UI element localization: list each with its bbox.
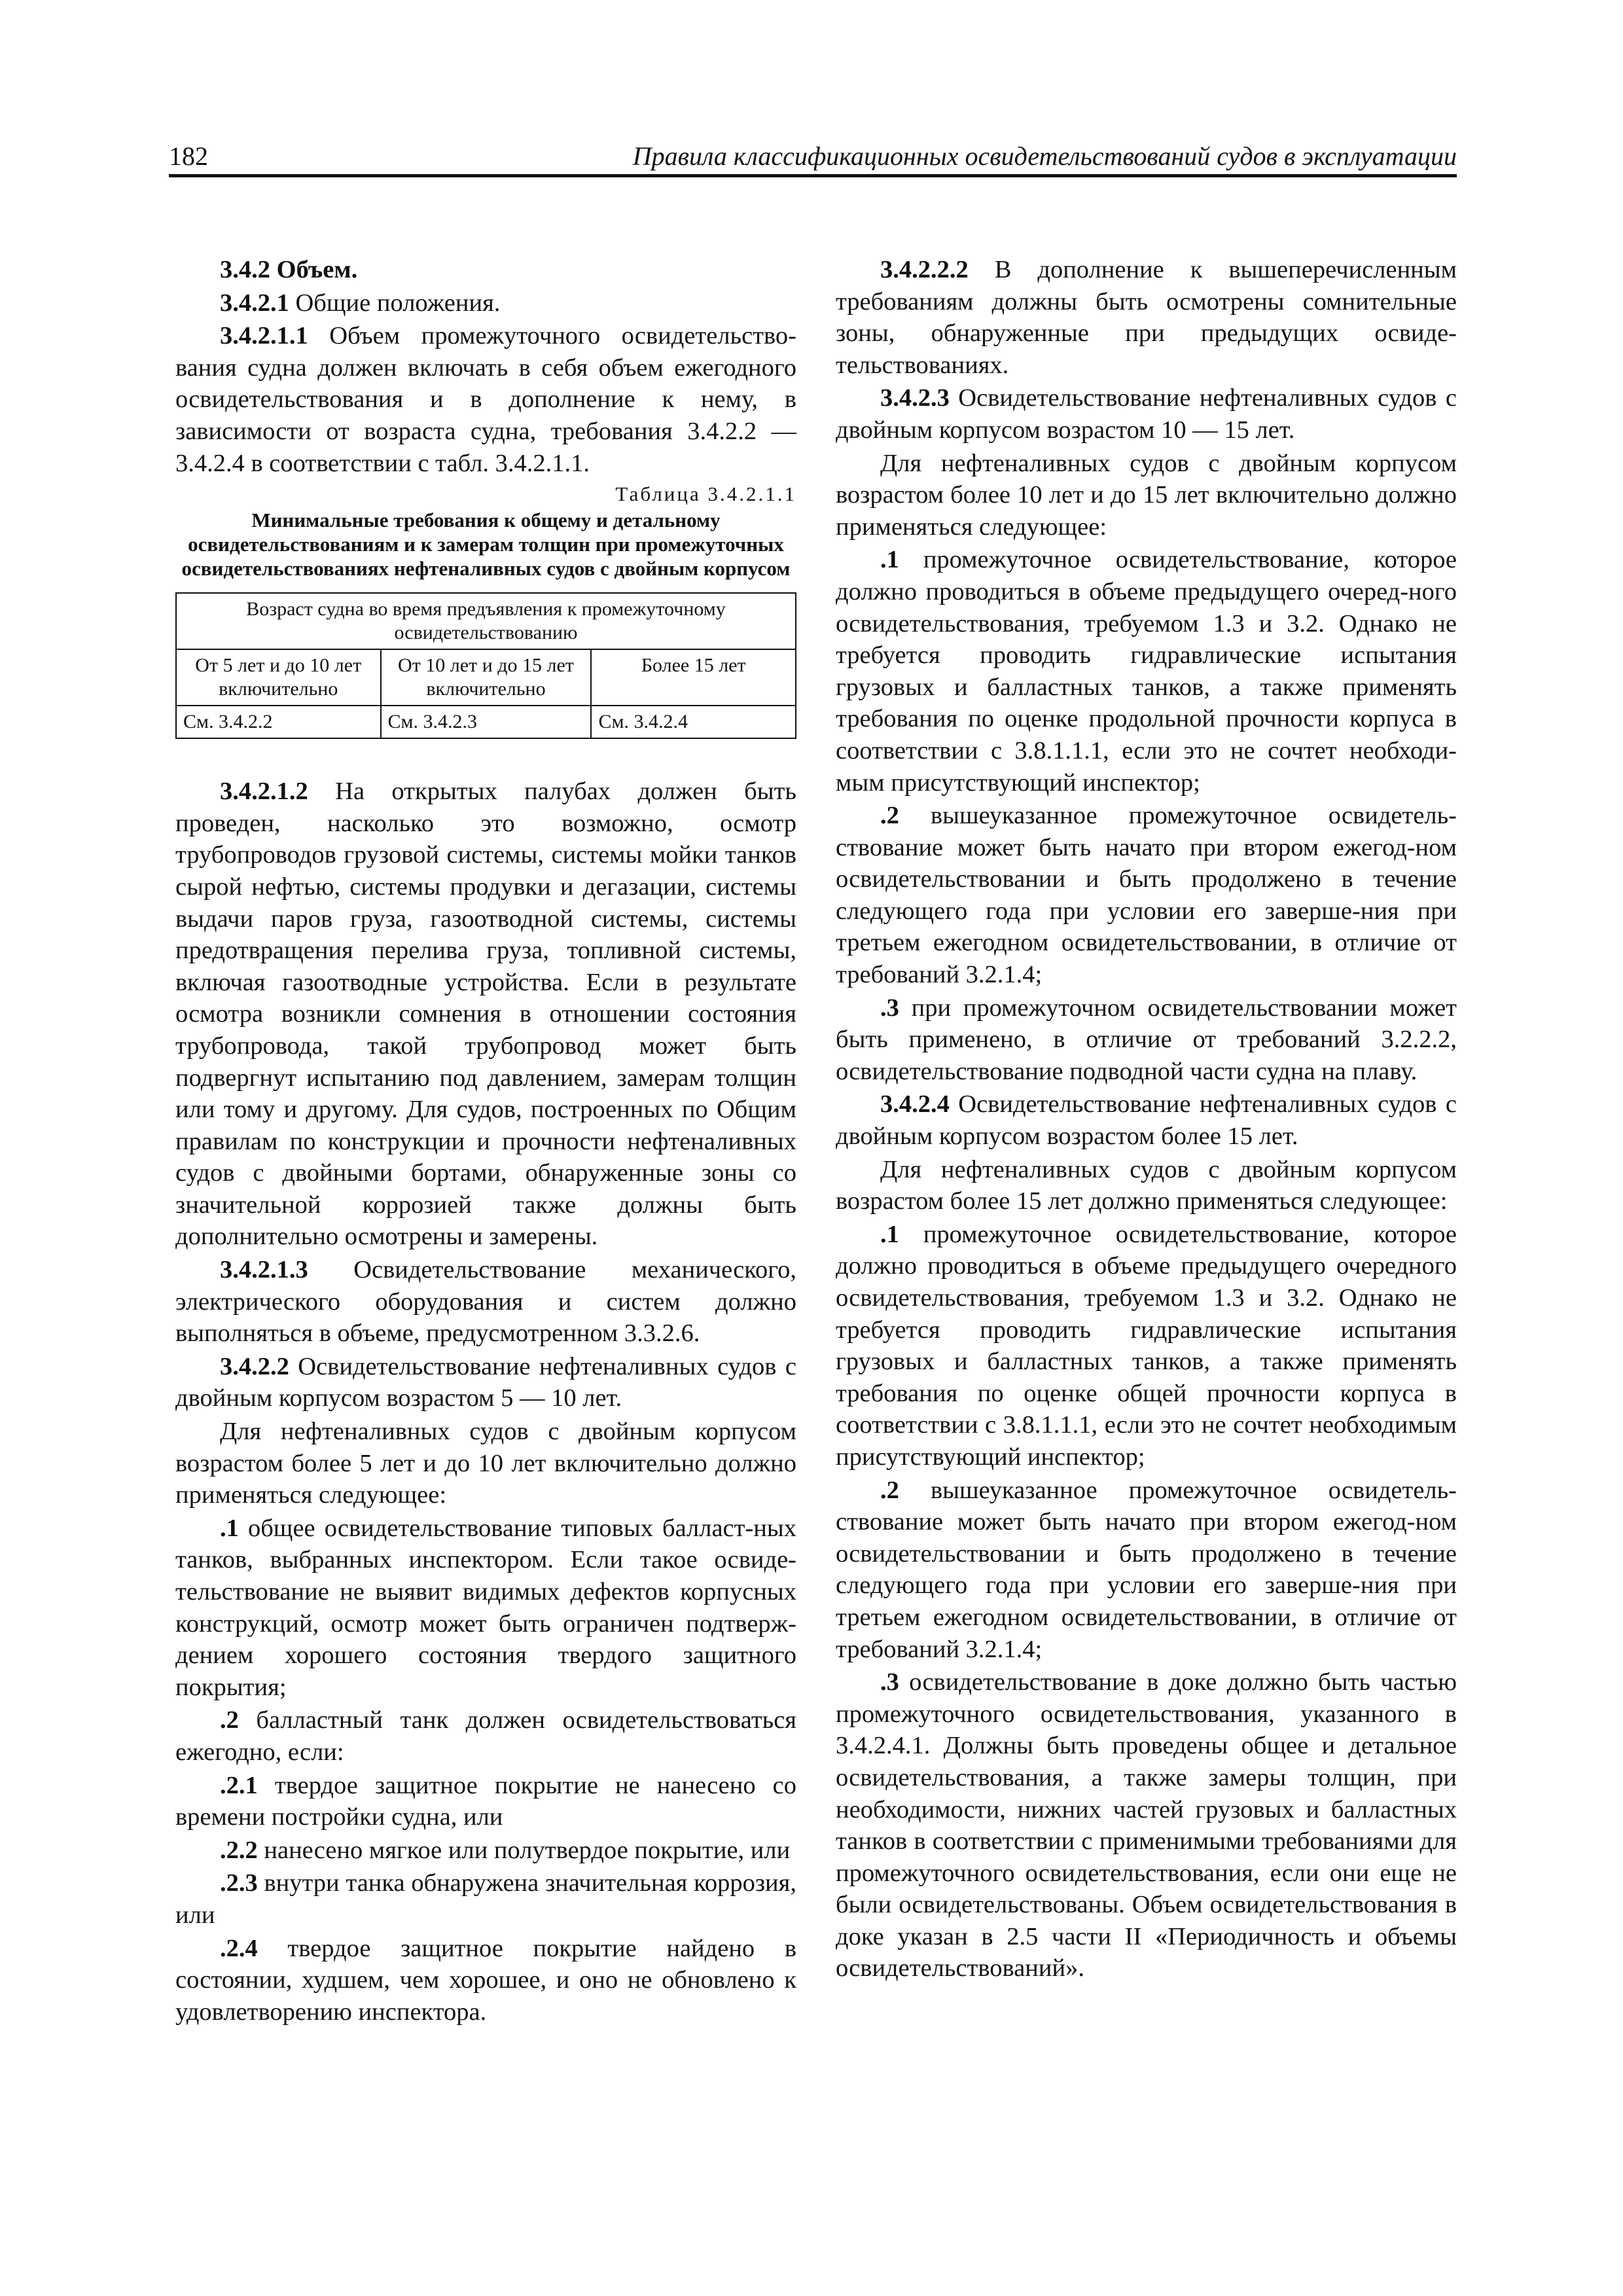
table-row (176, 649, 796, 706)
item-number: .2.4 (220, 1934, 258, 1962)
item-number: .3 (880, 994, 899, 1022)
running-title: Правила классификационных освидетельствований судов в эксплуатации (632, 141, 1457, 171)
page-number: 182 (169, 141, 208, 171)
item-number: .1 (880, 546, 899, 574)
section-number: 3.4.2.1.3 (220, 1256, 308, 1284)
item-number: .2.3 (220, 1869, 258, 1897)
paragraph-text: Освидетельствование механического, электрического оборудования и систем должно выполняться в объеме, предусмотренном 3.3.2.6. (175, 1256, 797, 1348)
list-item (836, 1666, 1457, 1984)
paragraph-text: Освидетельствование нефтеналивных судов с двойным корпусом возрастом 5 — 10 лет. (175, 1352, 796, 1412)
list-item (836, 800, 1457, 991)
table-cell: См. 3.4.2.4 (591, 706, 796, 738)
item-number: .2 (220, 1706, 239, 1734)
section-number: 3.4.2 (220, 256, 270, 283)
paragraph-text: Общие положения. (295, 289, 501, 317)
item-text: внутри танка обнаружена значительная коррозия, или (175, 1869, 796, 1929)
table-cell: См. 3.4.2.2 (176, 706, 381, 738)
section-3-4-2-1 (175, 287, 796, 319)
section-3-4-2-2 (175, 1351, 796, 1414)
item-number: .2.2 (220, 1836, 258, 1864)
item-text: освидетельствование в доке должно быть частью промежуточного освидетельствования, указанного в 3.4.2.4.1. Должны быть проведены общее и детальное освидетельствования, а также замеры толщин, при необходимости, нижних частей грузовых и балластных танков в соответствии с применимыми требованиями для промежуточного освидетельствования, если они еще не были освидетельствованы. Объем освидетельствования в доке указан в 2.5 части II «Периодичность и объемы освидетельствований». (836, 1668, 1457, 1982)
section-number: 3.4.2.2 (220, 1352, 289, 1380)
table-cell: См. 3.4.2.3 (381, 706, 592, 738)
paragraph-text: В дополнение к вышеперечисленным требованиям должны быть осмотрены сомнительные зоны, обнаруженные при предыдущих освиде-тельствованиях. (836, 256, 1457, 379)
section-title: Объем. (276, 256, 358, 283)
list-item (836, 1475, 1457, 1666)
paragraph-text: Объем промежуточного освидетельство-вания судна должен включать в себя объем ежегодного освидетельствования и в дополнение к нему, в зависимости от возраста судна, требования 3.4.2.2 — 3.4.2.4 в соответствии с табл. 3.4.2.1.1. (175, 322, 796, 477)
item-number: .1 (220, 1514, 239, 1542)
item-text: при промежуточном освидетельствовании может быть применено, в отличие от требований 3.2.2.2, освидетельствование подводной части судна на плаву. (836, 994, 1457, 1085)
paragraph: Для нефтеналивных судов с двойным корпусом возрастом более 15 лет должно применяться следующее: (836, 1155, 1457, 1215)
section-number: 3.4.2.1 (220, 289, 289, 317)
item-number: .2 (880, 802, 899, 830)
list-item (175, 1513, 796, 1704)
item-text: твердое защитное покрытие не нанесено со времени постройки судна, или (175, 1771, 797, 1831)
list-item (175, 1835, 796, 1867)
table-title: Минимальные требования к общему и детальному освидетельствованиям и к замерам толщин при промежуточных освидетельствованиях нефтеналивных судов с двойным корпусом (181, 509, 791, 581)
section-3-4-2-1-2 (175, 776, 796, 1253)
list-item (836, 992, 1457, 1088)
header-rule (169, 174, 1457, 177)
list-item (175, 1770, 796, 1833)
table-header-row (176, 593, 796, 649)
section-number: 3.4.2.4 (880, 1090, 950, 1119)
paragraph-text: На открытых палубах должен быть проведен, насколько это возможно, осмотр трубопроводов грузовой системы, системы мойки танков сырой нефтью, системы продувки и дегазации, системы выдачи паров груза, газоотводной системы, системы предотвращения перелива груза, топливной системы, включая газоотводные устройства. Если в результате осмотра возникли сомнения в отношении состояния трубопровода, такой трубопровод может быть подвергнут испытанию под давлением, замерам толщин или тому и другому. Для судов, построенных по Общим правилам по конструкции и прочности нефтеналивных судов с двойными бортами, обнаруженные зоны со значительной коррозией также должны быть дополнительно осмотрены и замерены. (175, 778, 796, 1251)
section-3-4-2-3 (836, 382, 1457, 446)
list-item (175, 1704, 796, 1768)
section-number: 3.4.2.2.2 (880, 256, 969, 283)
paragraph-text: Освидетельствование нефтеналивных судов с двойным корпусом возрастом более 15 лет. (836, 1090, 1457, 1151)
table-header-cell: Возраст судна во время предъявления к промежуточному освидетельствованию (176, 593, 796, 649)
table-number: Таблица 3.4.2.1.1 (615, 482, 796, 506)
item-text: твердое защитное покрытие найдено в состоянии, худшем, чем хорошее, и оно не обновлено к удовлетворению инспектора. (175, 1934, 797, 2026)
section-3-4-2 (175, 254, 796, 286)
section-3-4-2-1-1 (175, 320, 796, 479)
item-number: .3 (880, 1668, 899, 1696)
right-column (836, 254, 1457, 1986)
item-text: вышеуказанное промежуточное освидетель-ствование может быть начато при втором ежегод-ном освидетельствовании и быть продолжено в течение следующего года при условии его заверше-ния при третьем ежегодном освидетельствовании, в отличие от требований 3.2.1.4; (836, 802, 1457, 989)
table-row (176, 706, 796, 738)
section-number: 3.4.2.1.1 (220, 322, 308, 350)
table-cell: Более 15 лет (591, 649, 796, 706)
section-3-4-2-4 (836, 1088, 1457, 1152)
section-3-4-2-2-2 (836, 254, 1457, 381)
paragraph: Для нефтеналивных судов с двойным корпусом возрастом более 5 лет и до 10 лет включительно должно применяться следующее: (175, 1418, 796, 1509)
paragraph: Для нефтеналивных судов с двойным корпусом возрастом более 10 лет и до 15 лет включительно должно применяться следующее: (836, 449, 1457, 541)
item-text: промежуточное освидетельствование, которое должно проводиться в объеме предыдущего очередного освидетельствования, требуемом 1.3 и 3.2. Однако не требуется проводить гидравлические испытания грузовых и балластных танков, а также применять требования по оценке общей прочности корпуса в соответствии с 3.8.1.1.1, если это не сочтет необходимым присутствующий инспектор; (836, 1220, 1457, 1471)
list-item (836, 544, 1457, 798)
item-text: промежуточное освидетельствование, которое должно проводиться в объеме предыдущего очеред-ного освидетельствования, требуемом 1.3 и 3.2. Однако не требуется проводить гидравлические испытания грузовых и балластных танков, а также применять требования по оценке продольной прочности корпуса в соответствии с 3.8.1.1.1, если это не сочтет необходи-мым присутствующий инспектор; (836, 546, 1457, 797)
item-number: .2 (880, 1476, 899, 1504)
table-cell: От 5 лет и до 10 лет включительно (176, 649, 381, 706)
item-text: общее освидетельствование типовых балласт-ных танков, выбранных инспектором. Если такое освиде-тельствование не выявит видимых дефектов корпусных конструкций, осмотр может быть ограничен подтверж-дением хорошего состояния твердого защитного покрытия; (175, 1514, 797, 1701)
item-text: вышеуказанное промежуточное освидетель-ствование может быть начато при втором ежегод-ном освидетельствовании и быть продолжено в течение следующего года при условии его заверше-ния при третьем ежегодном освидетельствовании, в отличие от требований 3.2.1.4; (836, 1476, 1457, 1663)
item-number: .1 (880, 1220, 899, 1248)
section-number: 3.4.2.1.2 (220, 778, 308, 806)
paragraph-text: Освидетельствование нефтеналивных судов с двойным корпусом возрастом 10 — 15 лет. (836, 384, 1457, 444)
table-cell: От 10 лет и до 15 лет включительно (381, 649, 592, 706)
item-text: балластный танк должен освидетельствоваться ежегодно, если: (175, 1706, 796, 1766)
list-item (836, 1219, 1457, 1473)
item-number: .2.1 (220, 1771, 258, 1799)
section-3-4-2-1-3 (175, 1254, 796, 1350)
requirements-table (175, 592, 796, 739)
list-item (175, 1867, 796, 1931)
item-text: нанесено мягкое или полутвердое покрытие, или (264, 1836, 791, 1864)
list-item (175, 1933, 796, 2028)
left-column (175, 254, 796, 2029)
section-number: 3.4.2.3 (880, 384, 950, 412)
